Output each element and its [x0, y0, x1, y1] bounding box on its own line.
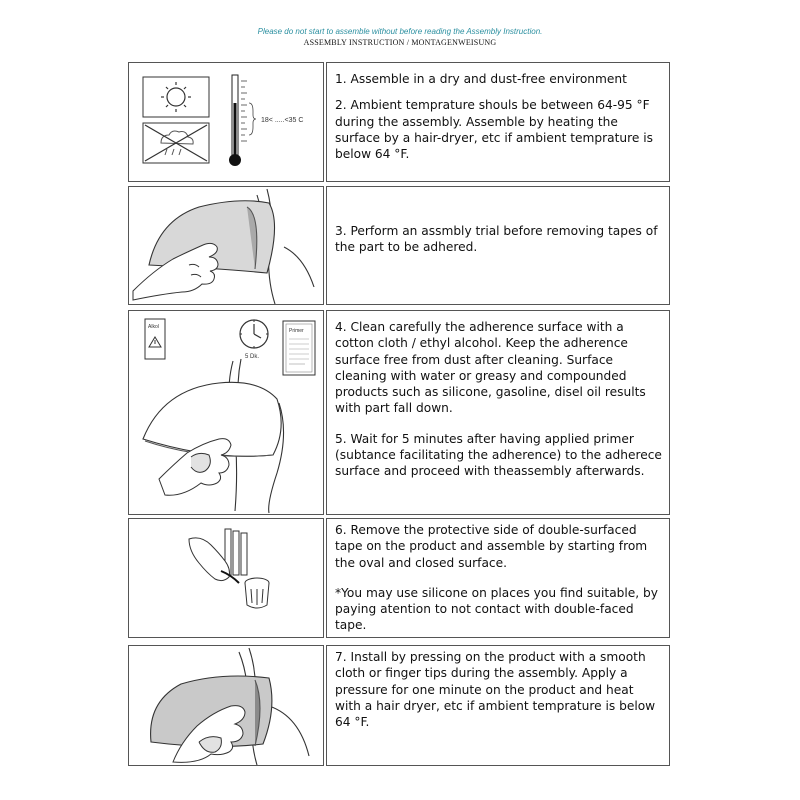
clock-label: 5 Dk. [245, 354, 260, 360]
primer-leaflet-icon [283, 321, 315, 375]
step-4-figure [128, 518, 324, 638]
step-paragraph: 1. Assemble in a dry and dust-free environment [335, 72, 627, 86]
alcohol-bottle-icon [145, 319, 165, 359]
step-1-figure [128, 62, 324, 182]
step-5-figure [128, 645, 324, 766]
step-4-text [326, 518, 670, 638]
temperature-range-label: 18< .....<35 C [261, 117, 304, 124]
document-title: ASSEMBLY INSTRUCTION / MONTAGENWEISUNG [303, 38, 497, 47]
step-paragraph: 5. Wait for 5 minutes after having applied primer (subtance facilitating the adherence) to the adherece surface and proceed with theassembly afterwards. [335, 431, 662, 479]
step-paragraph: 6. Remove the protective side of double-surfaced tape on the product and assemble by starting from the oval and closed surface. [335, 523, 648, 570]
step-2-text [326, 186, 670, 305]
thermometer-icon [229, 75, 256, 166]
step-2-figure [128, 186, 324, 305]
clock-icon [240, 320, 268, 348]
primer-label: Primer [289, 328, 304, 334]
step-5-text [326, 645, 670, 766]
silicone-can-icon [245, 578, 269, 608]
step-paragraph: *You may use silicone on places you find suitable, by paying atention to not contact with double-faced tape. [335, 585, 658, 633]
sun-icon [161, 82, 191, 112]
hand-icon [189, 538, 230, 581]
step-3-text [326, 310, 670, 515]
step-paragraph: 3. Perform an assmbly trial before removing tapes of the part to be adhered. [335, 224, 658, 255]
step-1-text [326, 62, 670, 182]
bottle-label: Alkol [148, 324, 159, 330]
step-paragraph: 4. Clean carefully the adherence surface with a cotton cloth / ethyl alcohol. Keep the adherence surface free from dust after cleaning. Surface cleaning with water or greasy and compounded products such as silicone, gasoline, disel oil results with part fall down. [335, 320, 646, 416]
step-paragraph: 7. Install by pressing on the product with a smooth cloth or finger tips during the assembly. Apply a pressure for one minute on the product and heat with a hair dryer, etc if ambient temprature is below 64 °F. [335, 650, 656, 730]
tape-peel-illustration [189, 529, 247, 583]
assembly-notice: Please do not start to assemble without before reading the Assembly Instruction. [257, 27, 543, 36]
step-paragraph: 2. Ambient temprature shouls be between 64-95 °F during the assembly. Assemble by heating the surface by a hair-dryer, etc if ambient temprature is below 64 °F. [335, 98, 653, 162]
step-3-figure [128, 310, 324, 515]
